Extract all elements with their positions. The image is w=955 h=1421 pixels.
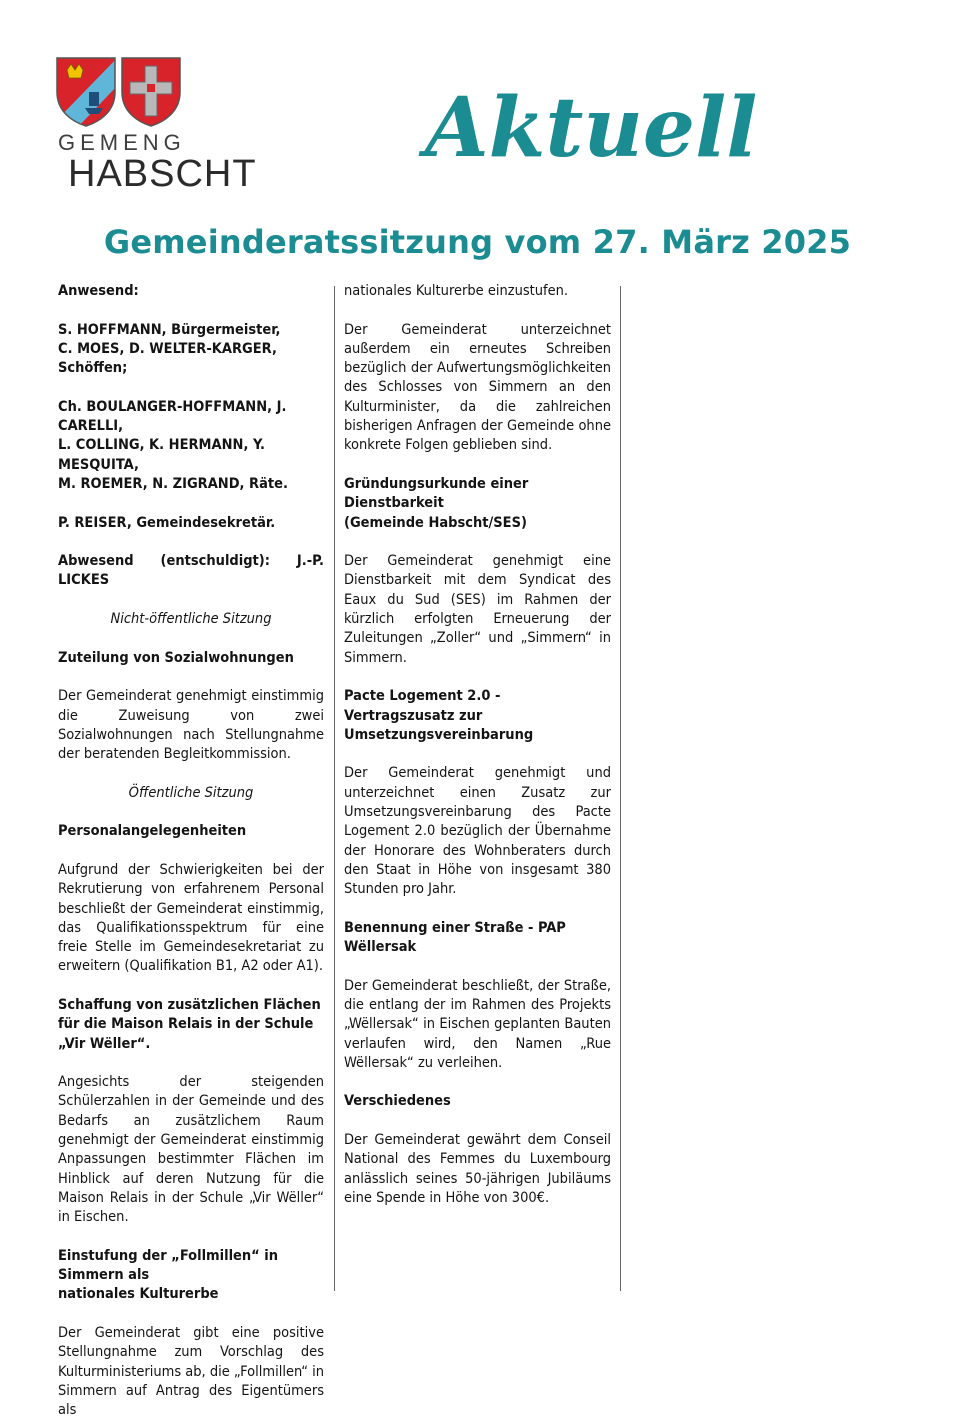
section-text: Der Gemeinderat genehmigt einstimmig die Zuweisung von zwei Sozialwohnungen nach Stellungnahme der beratenden Begleitkommission. <box>58 688 324 763</box>
section-title: Benennung einer Straße - PAP Wëllersak <box>344 919 566 956</box>
section-title-line: Schaffung von zusätzlichen Flächen <box>58 996 321 1013</box>
section-title-line: „Vir Wëller“. <box>58 1035 151 1052</box>
continued-text: nationales Kulturerbe einzustufen. <box>344 283 569 299</box>
section-title-line: Pacte Logement 2.0 - Vertragszusatz zur <box>344 688 501 724</box>
coat-of-arms-left-icon <box>55 56 117 128</box>
coat-of-arms-right-icon <box>120 56 182 128</box>
aktuell-banner: Aktuell <box>425 80 758 176</box>
attendee-line: L. COLLING, K. HERMANN, Y. MESQUITA, <box>58 437 265 473</box>
section-text: Der Gemeinderat gewährt dem Conseil National des Femmes du Luxembourg anlässlich seines 50-jährigen Jubiläums eine Spende in Höhe von 300€. <box>344 1132 611 1206</box>
present-label: Anwesend: <box>58 283 139 299</box>
logo-text-gemeng: GEMENG <box>58 130 186 155</box>
section-title <box>58 996 324 1054</box>
section-text: Der Gemeinderat genehmigt und unterzeichnet einen Zusatz zur Umsetzungsvereinbarung des Pacte Logement 2.0 bezüglich der Übernahme der Honorare des Wohnberaters durch den Staat in Höhe von insgesamt 380 Stunden pro Jahr. <box>344 765 611 898</box>
right-column <box>344 282 611 1228</box>
secretary: P. REISER, Gemeindesekretär. <box>58 514 276 531</box>
attendee-line: S. HOFFMANN, Bürgermeister, <box>58 321 281 338</box>
municipality-logo <box>55 56 270 196</box>
section-title-line: Umsetzungsvereinbarung <box>344 726 534 743</box>
attendee-line: Ch. BOULANGER-HOFFMANN, J. CARELLI, <box>58 398 287 435</box>
column-divider <box>620 286 621 1291</box>
section-title-line: Gründungsurkunde einer Dienstbarkeit <box>344 475 529 512</box>
section-title <box>344 475 611 533</box>
section-title-line: nationales Kulturerbe <box>58 1286 219 1303</box>
attendee-line: C. MOES, D. WELTER-KARGER, Schöffen; <box>58 340 277 377</box>
section-text: Aufgrund der Schwierigkeiten bei der Rekrutierung von erfahrenem Personal beschließt der Gemeinderat einstimmig, das Qualifikationsspektrum für eine freie Stelle im Gemeindesekretariat zu erweitern (Qualifikation B1, A2 oder A1). <box>58 861 324 975</box>
section-title <box>58 1247 324 1305</box>
section-text: Der Gemeinderat unterzeichnet außerdem ein erneutes Schreiben bezüglich der Aufwertungsmöglichkeiten des Schlosses von Simmern an den Kulturminister, da die zahlreichen bisherigen Anfragen der Gemeinde ohne konkrete Folgen geblieben sind. <box>344 321 611 454</box>
section-text: Der Gemeinderat genehmigt eine Dienstbarkeit mit dem Syndicat des Eaux du Sud (SES) im Rahmen der kürzlich erfolgten Erneuerung der Zuleitungen „Zoller“ und „Simmern“ in Simmern. <box>344 553 611 666</box>
section-text: Der Gemeinderat beschließt, der Straße, die entlang der im Rahmen des Projekts „Wëllersak“ in Eischen geplanten Bauten verlaufen wird, den Namen „Rue Wëllersak“ zu verleihen. <box>344 977 611 1071</box>
column-divider <box>334 286 335 1291</box>
absent-members: Abwesend (entschuldigt): J.-P. LICKES <box>58 553 324 589</box>
section-title-line: für die Maison Relais in der Schule <box>58 1016 314 1033</box>
section-title-line: (Gemeinde Habscht/SES) <box>344 514 527 531</box>
section-text: Angesichts der steigenden Schülerzahlen in der Gemeinde und des Bedarfs an zusätzlichem Raum genehmigt der Gemeinderat einstimmig Anpassungen bestimmter Flächen im Hinblick auf deren Nutzung für die Maison Relais in der Schule „Vir Wëller“ in Eischen. <box>58 1074 324 1226</box>
public-session-heading: Öffentliche Sitzung <box>128 784 254 801</box>
section-title-line: Einstufung der „Follmillen“ in Simmern als <box>58 1247 279 1284</box>
logo-text-habscht: HABSCHT <box>68 153 257 195</box>
section-title <box>344 687 611 745</box>
council-members <box>58 398 324 494</box>
section-title: Personalangelegenheiten <box>58 823 247 840</box>
section-title: Zuteilung von Sozialwohnungen <box>58 649 294 666</box>
private-session-heading: Nicht-öffentliche Sitzung <box>110 611 272 628</box>
left-column <box>58 282 324 1421</box>
section-title: Verschiedenes <box>344 1093 451 1110</box>
page-title: Gemeinderatssitzung vom 27. März 2025 <box>103 223 852 261</box>
section-text: Der Gemeinderat gibt eine positive Stellungnahme zum Vorschlag des Kulturministeriums ab, die „Follmillen“ in Simmern auf Antrag des Eigentümers als <box>58 1325 324 1419</box>
mayor-aldermen <box>58 321 324 379</box>
attendee-line: M. ROEMER, N. ZIGRAND, Räte. <box>58 475 288 492</box>
